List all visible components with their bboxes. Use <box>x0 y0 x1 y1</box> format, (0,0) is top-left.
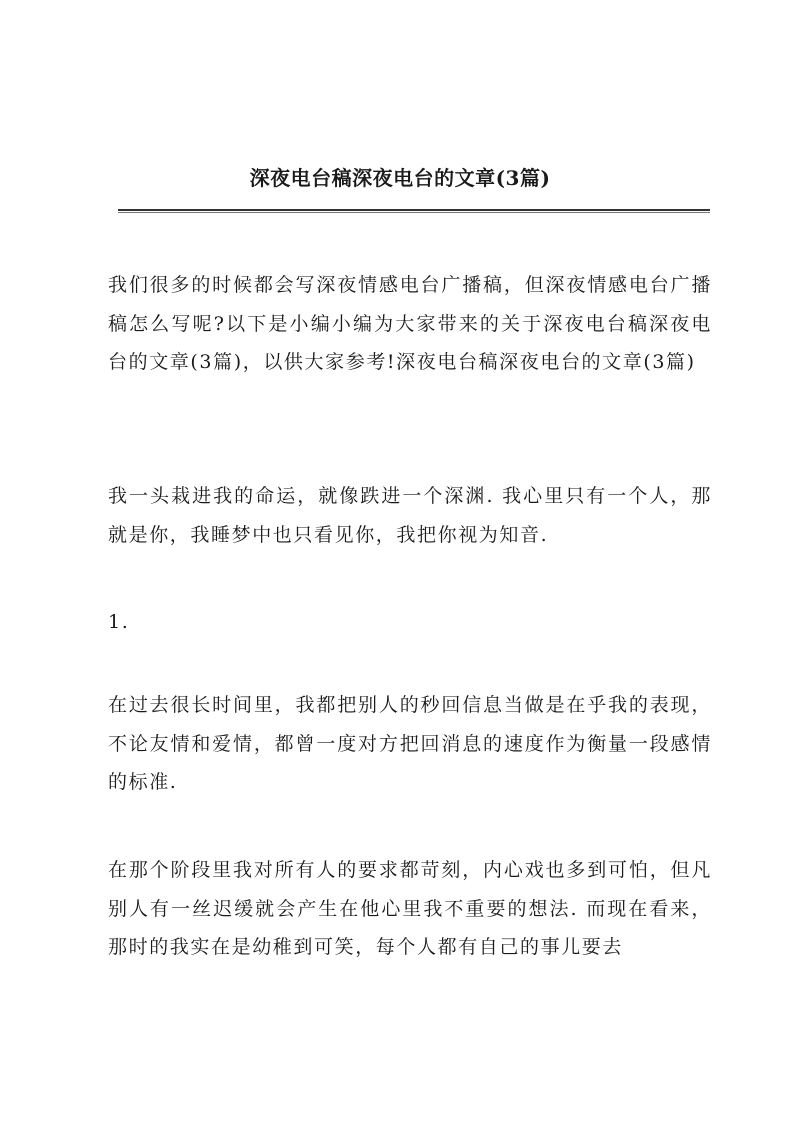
document-title: 深夜电台稿深夜电台的文章(3篇) <box>249 166 551 190</box>
paragraph-past: 在过去很长时间里，我都把别人的秒回信息当做是在乎我的表现，不论友情和爱情，都曾一度对方把回消息的速度作为衡量一段感情的标准. <box>108 694 712 793</box>
paragraph-stage: 在那个阶段里我对所有人的要求都苛刻，内心戏也多到可怕，但凡别人有一丝迟缓就会产生在他心里我不重要的想法. 而现在看来，那时的我实在是幼稚到可笑，每个人都有自己的事儿要去 <box>108 859 712 958</box>
paragraph-section-number: 1. <box>108 611 130 633</box>
title-divider <box>118 209 710 213</box>
paragraph-quote: 我一头栽进我的命运，就像跌进一个深渊. 我心里只有一个人，那就是你，我睡梦中也只看见你，我把你视为知音. <box>108 485 712 546</box>
paragraph-intro: 我们很多的时候都会写深夜情感电台广播稿，但深夜情感电台广播稿怎么写呢?以下是小编小编为大家带来的关于深夜电台稿深夜电台的文章(3篇)，以供大家参考!深夜电台稿深夜电台的文章(3篇) <box>108 274 712 373</box>
